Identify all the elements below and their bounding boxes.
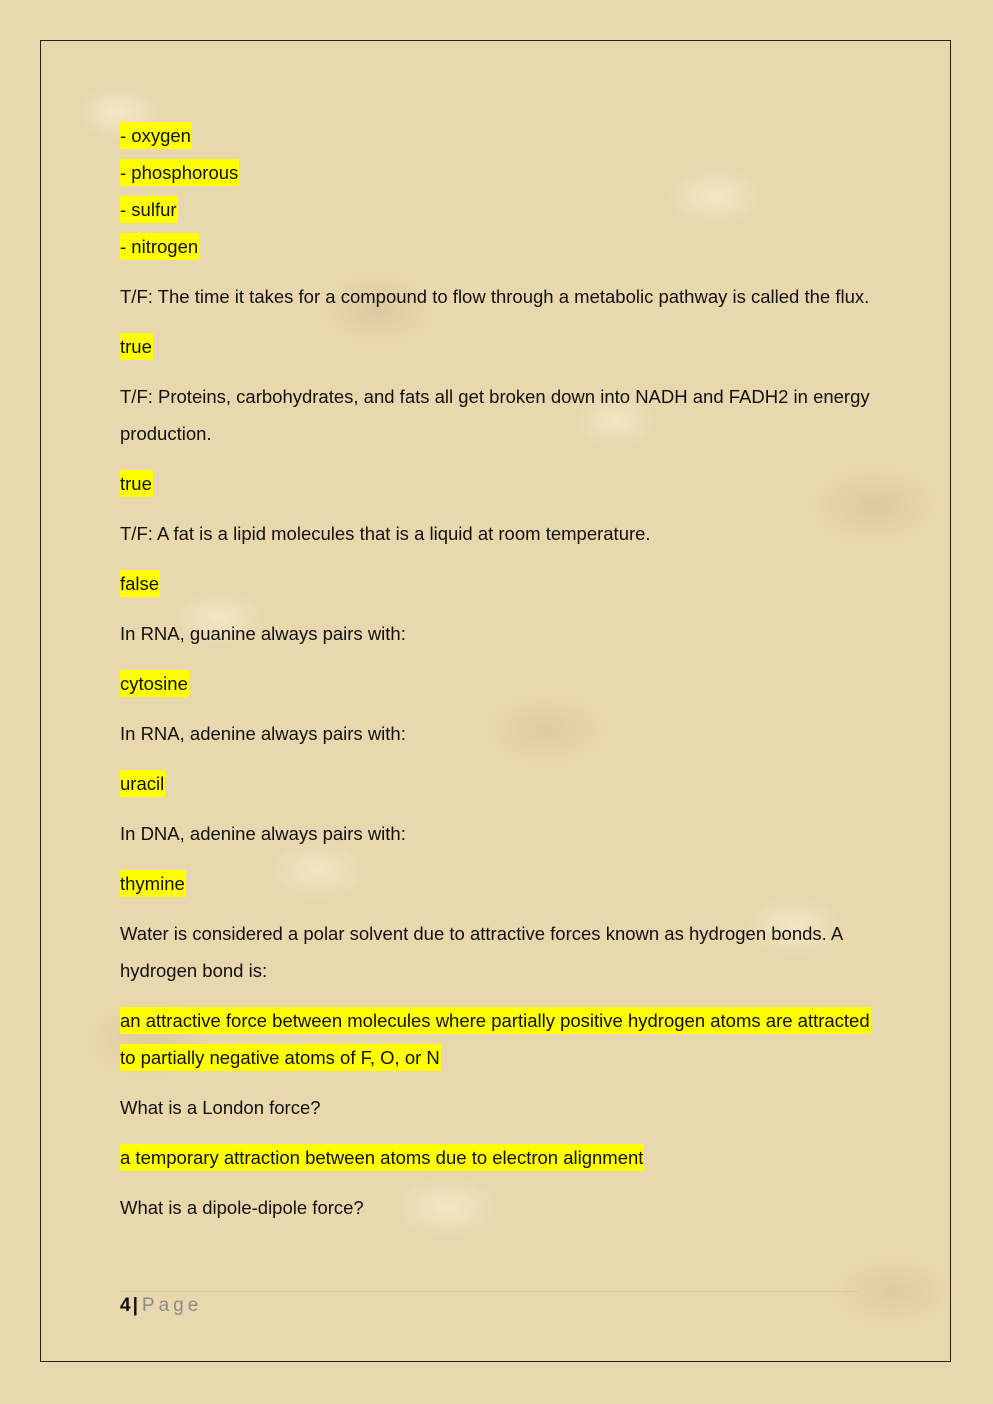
footer-divider [120, 1291, 860, 1292]
question-text: What is a dipole-dipole force? [120, 1197, 364, 1218]
list-item [120, 228, 880, 265]
page-footer [120, 1295, 202, 1317]
footer-separator: | [132, 1295, 138, 1316]
answer-line [120, 665, 880, 702]
answer-line [120, 865, 880, 902]
list-item [120, 154, 880, 191]
question-text: T/F: Proteins, carbohydrates, and fats all get broken down into NADH and FADH2 in energy production. [120, 386, 870, 444]
highlighted-answer: thymine [120, 870, 186, 897]
highlighted-answer: true [120, 470, 153, 497]
highlighted-answer: false [120, 570, 160, 597]
question-text: Water is considered a polar solvent due to attractive forces known as hydrogen bonds. A hydrogen bond is: [120, 923, 843, 981]
answer-line [120, 1002, 880, 1076]
highlighted-answer: true [120, 333, 153, 360]
answer-line [120, 465, 880, 502]
question-text: T/F: The time it takes for a compound to flow through a metabolic pathway is called the flux. [120, 286, 870, 307]
answer-line [120, 765, 880, 802]
page-label: Page [141, 1295, 203, 1316]
highlighted-answer: an attractive force between molecules where partially positive hydrogen atoms are attracted to partially negative atoms of F, O, or N [120, 1007, 871, 1071]
document-body [120, 117, 880, 1239]
question-text: T/F: A fat is a lipid molecules that is a liquid at room temperature. [120, 523, 651, 544]
question-text: In RNA, adenine always pairs with: [120, 723, 406, 744]
highlighted-answer: cytosine [120, 670, 189, 697]
list-item [120, 117, 880, 154]
highlighted-answer: a temporary attraction between atoms due to electron alignment [120, 1144, 644, 1171]
answer-line [120, 1139, 880, 1176]
list-item [120, 191, 880, 228]
highlighted-answer: - phosphorous [120, 159, 239, 186]
answer-line [120, 328, 880, 365]
question-text: What is a London force? [120, 1097, 321, 1118]
highlighted-answer: - nitrogen [120, 233, 199, 260]
answer-line [120, 565, 880, 602]
highlighted-answer: - oxygen [120, 122, 192, 149]
highlighted-answer: - sulfur [120, 196, 178, 223]
page-number: 4 [120, 1295, 131, 1316]
question-text: In RNA, guanine always pairs with: [120, 623, 406, 644]
question-text: In DNA, adenine always pairs with: [120, 823, 406, 844]
highlighted-answer: uracil [120, 770, 165, 797]
